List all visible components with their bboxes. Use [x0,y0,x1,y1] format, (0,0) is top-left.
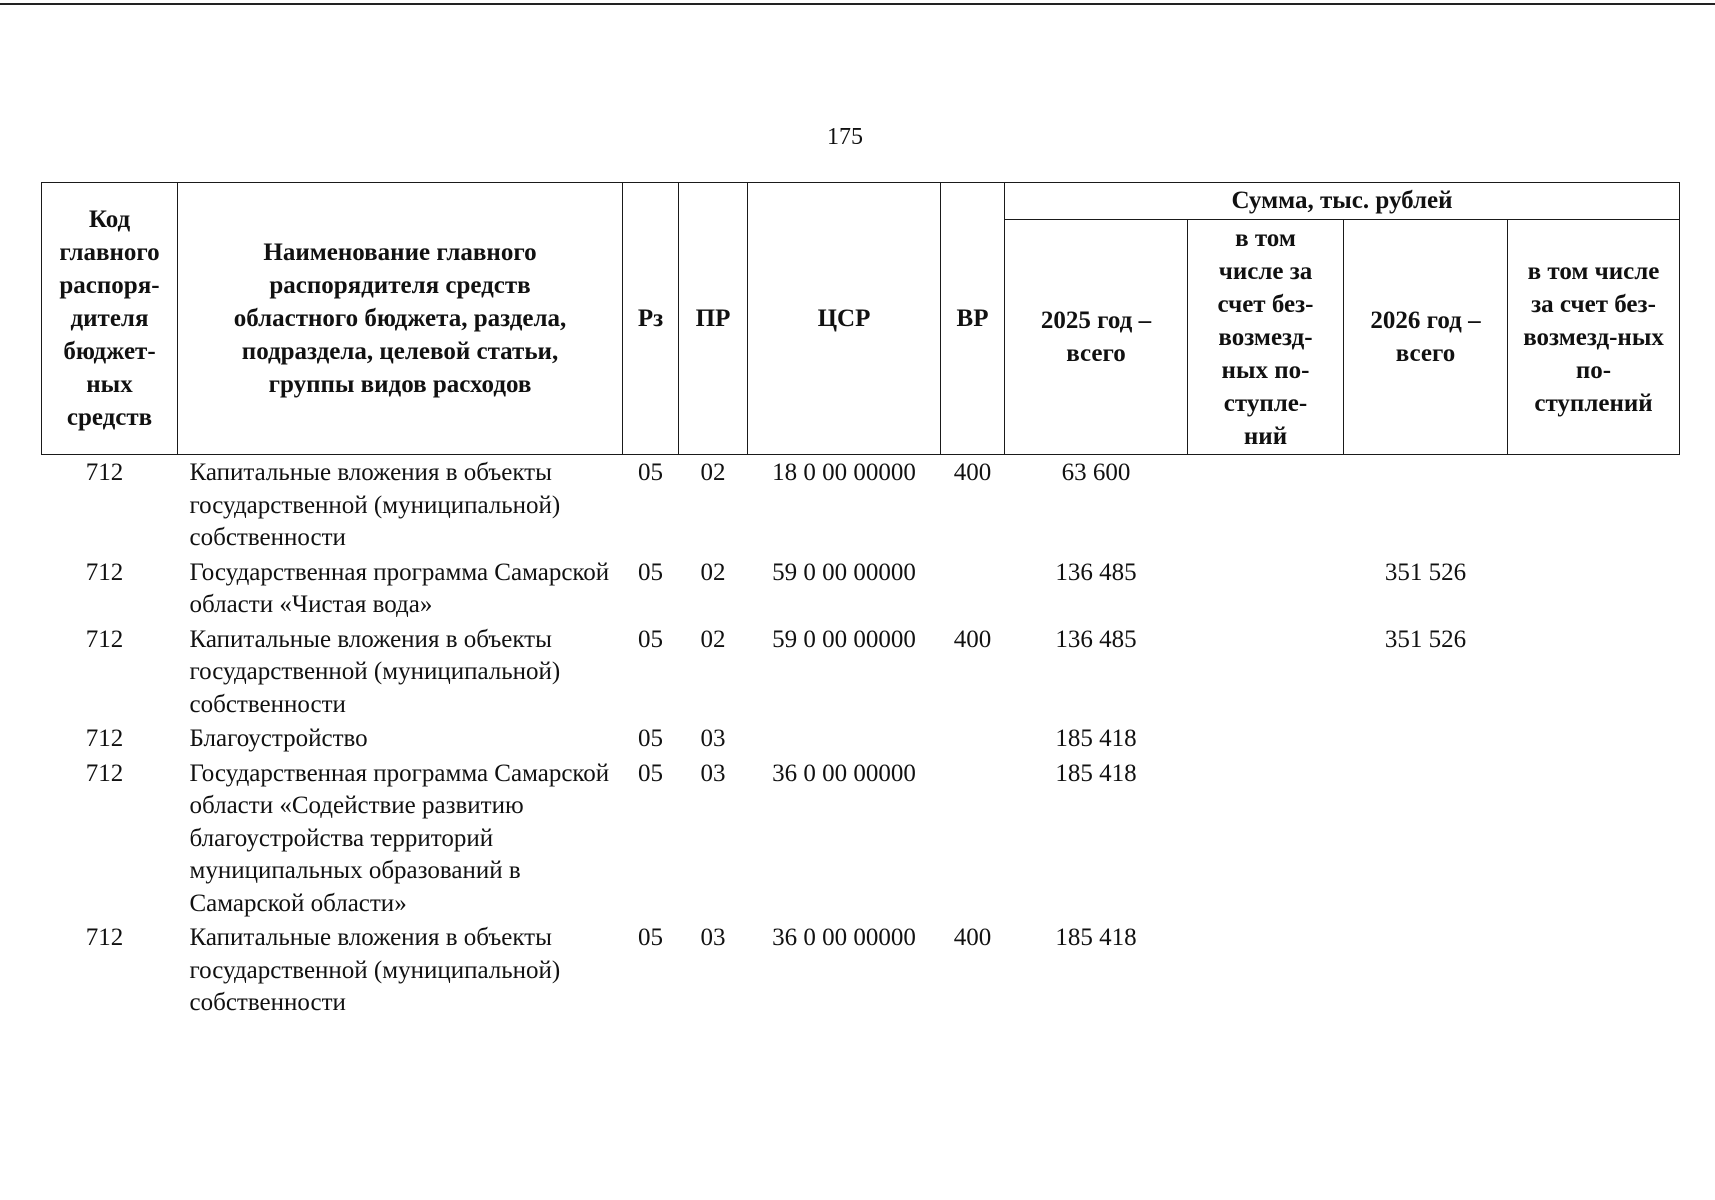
cell-2025-total: 136 485 [1055,558,1137,586]
header-code: Код главного распоря-дителя бюджет-ных средств [42,183,178,455]
cell-name: Капитальные вложения в объекты государственной (муниципальной) собственности [189,625,561,718]
cell-rz: 05 [638,625,663,653]
top-border-line [0,3,1715,5]
cell-2025-grants [1188,756,1344,921]
table-row [42,455,1680,555]
budget-table [41,182,1680,1020]
cell-2025-total: 185 418 [1055,759,1137,787]
cell-2025-grants [1188,622,1344,722]
cell-vr: 400 [953,625,992,653]
header-2025-total: 2025 год – всего [1005,220,1188,455]
table-row [42,920,1680,1020]
header-2026-grants: в том числе за счет без-возмезд-ных по-ступлений [1508,220,1680,455]
table-row [42,622,1680,722]
table-row [42,756,1680,921]
cell-2026-total: 351 526 [1384,625,1467,653]
cell-2026-total [1344,455,1508,555]
cell-2025-total: 136 485 [1055,625,1137,653]
header-rz: Рз [623,183,679,455]
cell-vr: 400 [953,459,992,486]
cell-name: Капитальные вложения в объекты государственной (муниципальной) собственности [189,459,561,551]
cell-csr [748,721,941,756]
cell-name: Государственная программа Самарской области «Чистая вода» [189,558,610,618]
cell-2026-grants [1508,622,1680,722]
cell-2025-grants [1188,555,1344,622]
cell-vr [941,555,1005,622]
header-vr: ВР [941,183,1005,455]
cell-pr: 03 [700,725,726,752]
cell-2026-grants [1508,756,1680,921]
cell-2025-grants [1188,920,1344,1020]
cell-2025-total: 63 600 [1061,459,1131,486]
cell-code: 712 [85,725,124,752]
cell-2026-grants [1508,555,1680,622]
cell-csr: 36 0 00 00000 [772,759,916,787]
cell-2026-grants [1508,455,1680,555]
cell-code: 712 [85,625,124,653]
cell-2025-grants [1188,455,1344,555]
cell-pr: 02 [700,625,726,653]
cell-vr: 400 [953,924,992,951]
cell-2025-grants [1188,721,1344,756]
cell-2025-total: 185 418 [1055,725,1137,752]
cell-code: 712 [85,924,124,951]
table-body [42,455,1680,1020]
cell-vr [941,721,1005,756]
cell-csr: 59 0 00 00000 [772,558,916,586]
cell-2026-grants [1508,920,1680,1020]
cell-name: Государственная программа Самарской области «Содействие развитию благоустройства территорий муниципальных образований в Самарской области» [189,759,610,917]
header-2026-total: 2026 год – всего [1344,220,1508,455]
header-2025-grants: в том числе за счет без-возмезд-ных по-ступле-ний [1188,220,1344,455]
cell-pr: 03 [700,924,726,951]
cell-name: Благоустройство [189,725,368,752]
cell-csr: 18 0 00 00000 [772,459,916,486]
cell-code: 712 [85,459,124,486]
cell-2026-total: 351 526 [1384,558,1467,586]
cell-csr: 59 0 00 00000 [772,625,916,653]
cell-code: 712 [85,759,124,787]
cell-code: 712 [85,558,124,586]
header-pr: ПР [679,183,748,455]
table-row [42,721,1680,756]
cell-2026-total [1344,721,1508,756]
cell-rz: 05 [638,759,663,787]
cell-2026-total [1344,920,1508,1020]
cell-2025-total: 185 418 [1055,924,1137,951]
cell-rz: 05 [638,558,663,586]
cell-vr [941,756,1005,921]
cell-rz: 05 [638,924,663,951]
cell-rz: 05 [638,725,663,752]
cell-csr: 36 0 00 00000 [772,924,916,951]
cell-2026-grants [1508,721,1680,756]
cell-pr: 03 [700,759,726,787]
cell-name: Капитальные вложения в объекты государственной (муниципальной) собственности [189,924,561,1016]
table-row [42,555,1680,622]
cell-2026-total [1344,756,1508,921]
cell-rz: 05 [638,459,663,486]
header-name: Наименование главного распорядителя средств областного бюджета, раздела, подраздела, целевой статьи, группы видов расходов [178,183,623,455]
cell-pr: 02 [700,459,726,486]
cell-pr: 02 [700,558,726,586]
header-sum-group: Сумма, тыс. рублей [1005,183,1680,220]
page-number: 175 [827,124,863,150]
header-csr: ЦСР [748,183,941,455]
table-header [42,183,1680,455]
